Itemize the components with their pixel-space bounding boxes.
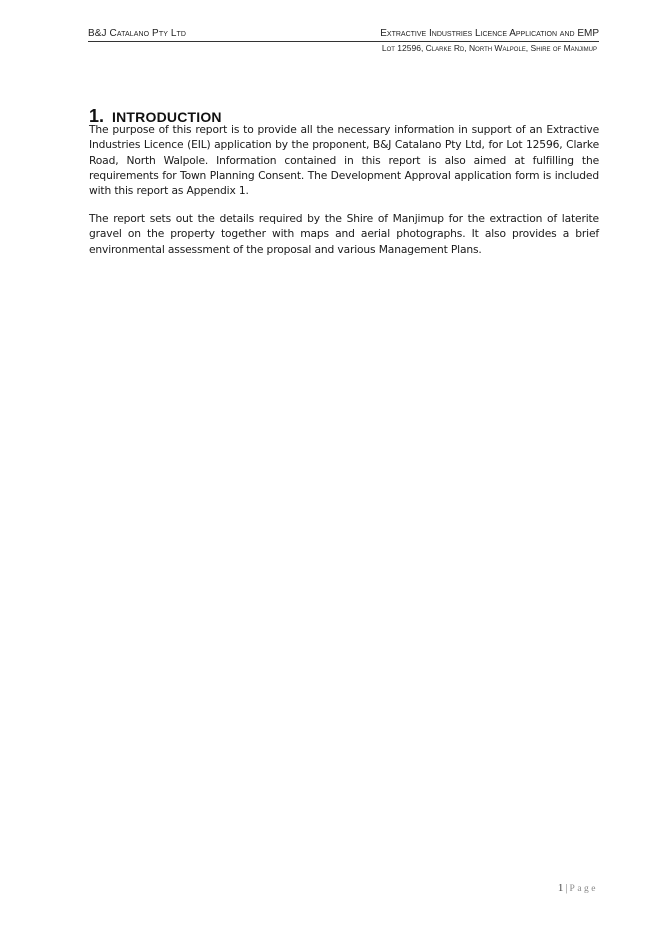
page-header: [88, 28, 599, 54]
section-title: INTRODUCTION: [112, 109, 222, 125]
footer-separator: |: [565, 882, 568, 894]
intro-paragraph-1: The purpose of this report is to provide all the necessary information in support of an Extractive Industries Licence (EIL) application by the proponent, B&J Catalano Pty Ltd, for Lot 12596, Clarke Road, North Walpole. Information contained in this report is also aimed at fulfilling the requirements for Town Planning Consent. The Development Approval application form is included with this report as Appendix 1.: [89, 123, 599, 198]
header-location: Lot 12596, Clarke Rd, North Walpole, Shire of Manjimup: [381, 43, 597, 53]
header-company: B&J Catalano Pty Ltd: [88, 28, 187, 39]
footer-page-number: 1: [557, 882, 564, 894]
header-divider: [88, 41, 599, 42]
page-footer: [558, 882, 598, 894]
footer-page-label: Page: [569, 884, 598, 894]
intro-paragraph-2: The report sets out the details required by the Shire of Manjimup for the extraction of laterite gravel on the property together with maps and aerial photographs. It also provides a brief environmental assessment of the proposal and various Management Plans.: [89, 212, 599, 256]
section-number: 1.: [89, 106, 105, 126]
header-document-title: Extractive Industries Licence Application and EMP: [380, 28, 599, 39]
